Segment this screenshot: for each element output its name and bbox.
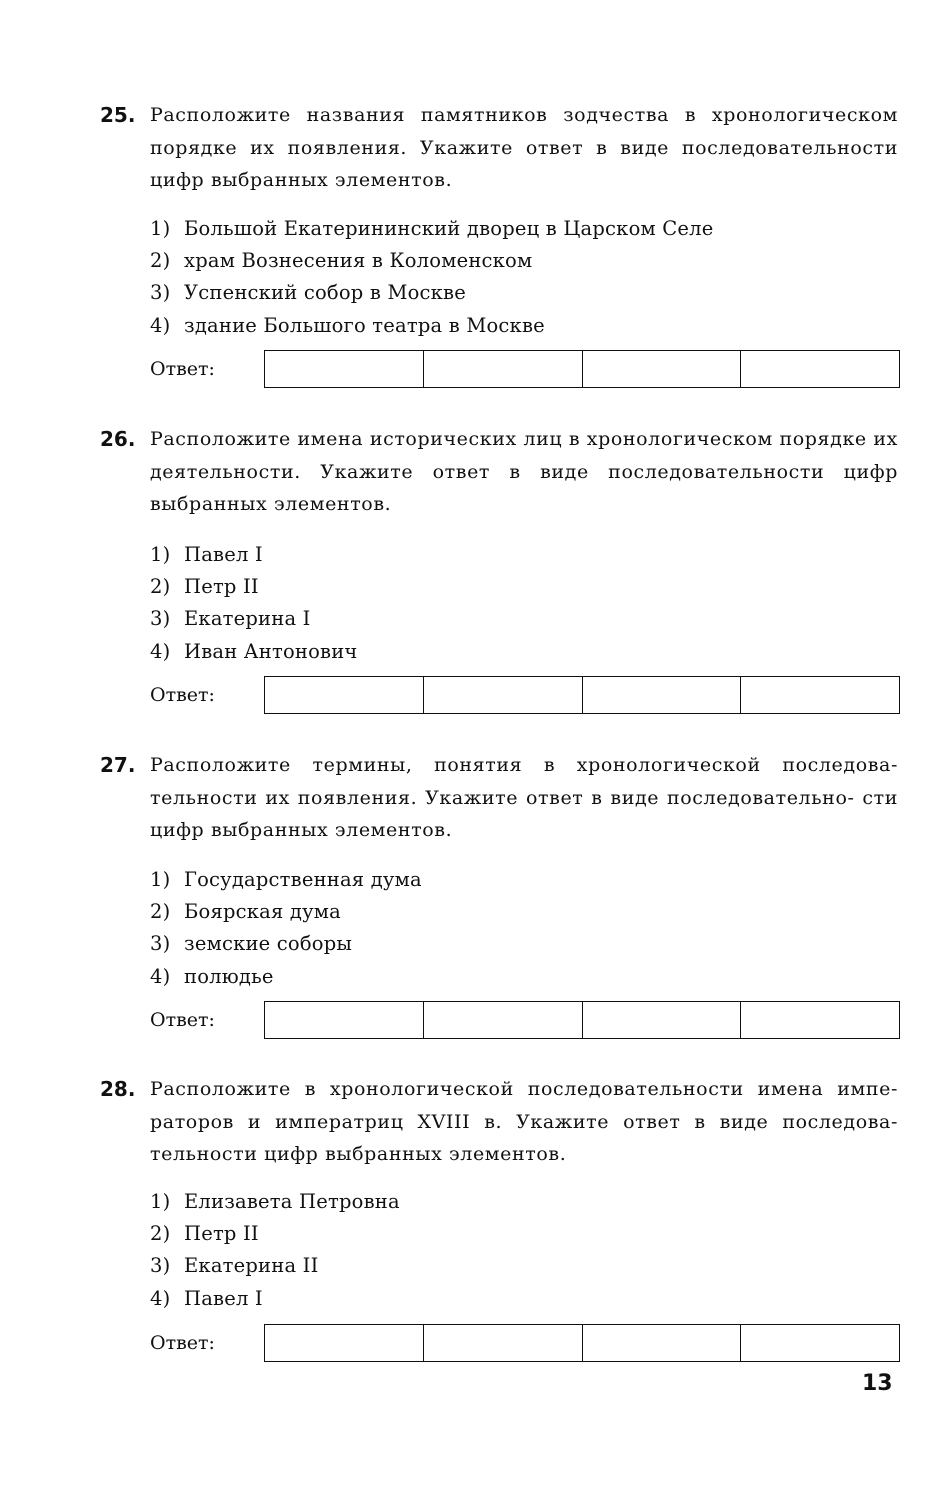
answer-cell-4[interactable] <box>741 1002 899 1038</box>
options-list <box>150 864 422 993</box>
task-number: 25. <box>100 103 136 127</box>
task-prompt <box>150 99 898 197</box>
option-item: 2) храм Вознесения в Коломенском <box>150 249 533 273</box>
option-item: 3) Екатерина II <box>150 1254 319 1278</box>
option-item: 4) здание Большого театра в Москве <box>150 313 545 337</box>
answer-grid <box>264 1001 900 1039</box>
prompt-line: тельности цифр выбранных элементов. <box>150 1143 567 1165</box>
option-item: 1) Большой Екатерининский дворец в Царском Селе <box>150 217 714 240</box>
answer-cell-1[interactable] <box>265 1002 424 1038</box>
answer-grid <box>264 1324 900 1362</box>
option-item: 4) Иван Антонович <box>150 639 358 663</box>
answer-cell-1[interactable] <box>265 1325 424 1361</box>
answer-cell-1[interactable] <box>265 677 424 713</box>
answer-grid <box>264 676 900 714</box>
option-item: 3) Екатерина I <box>150 607 311 631</box>
answer-cell-4[interactable] <box>741 351 899 387</box>
answer-label: Ответ: <box>150 684 215 706</box>
answer-grid <box>264 350 900 388</box>
task-prompt <box>150 749 898 847</box>
answer-row <box>150 350 900 388</box>
option-item: 2) Боярская дума <box>150 900 341 924</box>
answer-label: Ответ: <box>150 358 215 380</box>
answer-cell-4[interactable] <box>741 677 899 713</box>
prompt-line: порядке их появления. Укажите ответ в виде последовательности <box>150 136 898 159</box>
prompt-line: их деятельности. Укажите ответ в виде последовательности цифр <box>150 428 898 483</box>
option-item: 3) земские соборы <box>150 932 353 956</box>
options-list <box>150 539 358 668</box>
option-item: 1) Елизавета Петровна <box>150 1190 400 1213</box>
page-number: 13 <box>862 1371 893 1396</box>
prompt-line: тельности их появления. Укажите ответ в виде последовательно- <box>150 786 855 809</box>
answer-row <box>150 676 900 714</box>
task-number: 27. <box>100 753 136 777</box>
answer-cell-1[interactable] <box>265 351 424 387</box>
prompt-line: Расположите в хронологической последовательности имена импе- <box>150 1078 898 1100</box>
answer-cell-4[interactable] <box>741 1325 899 1361</box>
task-number: 28. <box>100 1077 136 1101</box>
task-prompt <box>150 423 898 521</box>
answer-cell-3[interactable] <box>583 1325 742 1361</box>
prompt-line: сти цифр выбранных элементов. <box>150 786 898 841</box>
answer-cell-2[interactable] <box>424 1002 583 1038</box>
answer-cell-2[interactable] <box>424 351 583 387</box>
prompt-line: раторов и императриц XVIII в. Укажите ответ в виде последова- <box>150 1110 898 1133</box>
task-number: 26. <box>100 427 136 451</box>
prompt-line: Расположите термины, понятия в хронологической последова- <box>150 754 898 776</box>
answer-cell-3[interactable] <box>583 1002 742 1038</box>
answer-row <box>150 1324 900 1362</box>
option-item: 2) Петр II <box>150 575 259 599</box>
answer-label: Ответ: <box>150 1009 215 1031</box>
answer-cell-2[interactable] <box>424 1325 583 1361</box>
prompt-line: Расположите названия памятников зодчества в хронологическом <box>150 104 898 126</box>
prompt-line: цифр выбранных элементов. <box>150 169 453 191</box>
task-prompt <box>150 1073 898 1171</box>
option-item: 1) Государственная дума <box>150 868 422 891</box>
options-list <box>150 213 713 342</box>
answer-cell-3[interactable] <box>583 351 742 387</box>
option-item: 3) Успенский собор в Москве <box>150 281 466 305</box>
answer-cell-2[interactable] <box>424 677 583 713</box>
option-item: 4) полюдье <box>150 964 274 988</box>
option-item: 4) Павел I <box>150 1286 263 1310</box>
answer-cell-3[interactable] <box>583 677 742 713</box>
option-item: 2) Петр II <box>150 1222 259 1246</box>
option-item: 1) Павел I <box>150 543 263 566</box>
answer-label: Ответ: <box>150 1332 215 1354</box>
prompt-line: выбранных элементов. <box>150 493 392 515</box>
answer-row <box>150 1001 900 1039</box>
prompt-line: Расположите имена исторических лиц в хронологическом порядке <box>150 428 867 450</box>
options-list <box>150 1186 400 1315</box>
